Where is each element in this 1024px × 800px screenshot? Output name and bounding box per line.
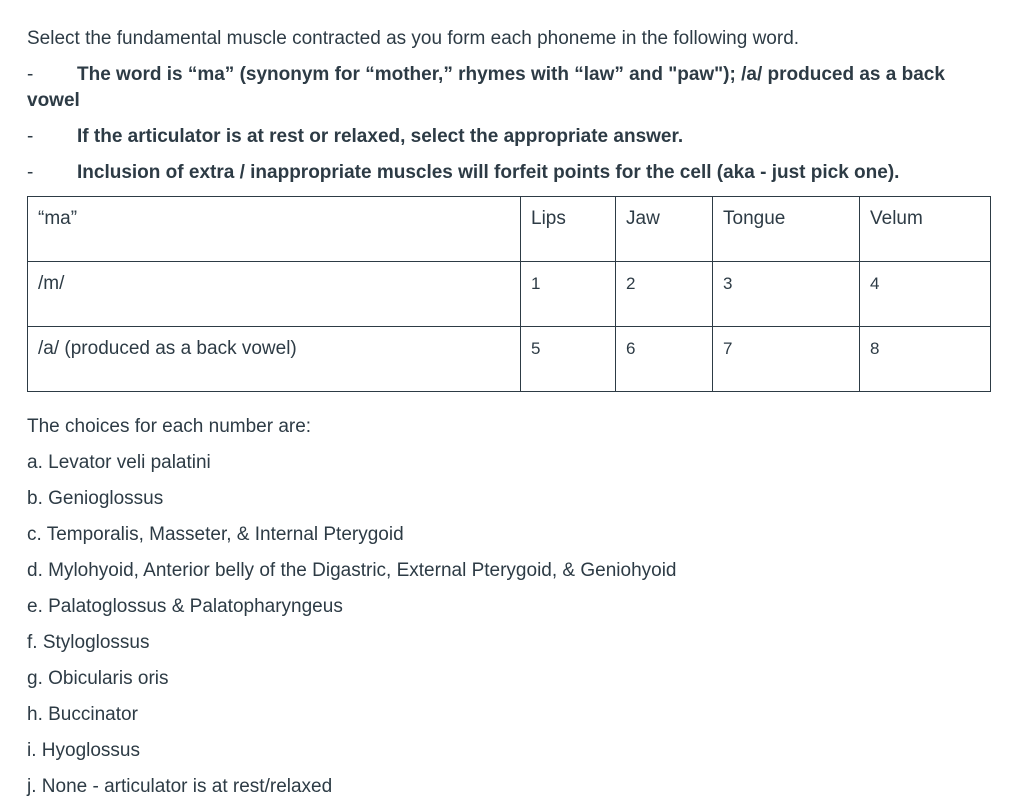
instruction-text-word: The word is “ma” (synonym for “mother,” rhymes with “law” and "paw"); /a/ produced as a back vowel bbox=[27, 64, 945, 111]
choice-item-j: j. None - articulator is at rest/relaxed bbox=[27, 776, 333, 797]
choice-item-h: h. Buccinator bbox=[27, 704, 138, 725]
instruction-bullet-word bbox=[27, 62, 989, 114]
phoneme-m: /m/ bbox=[28, 262, 521, 327]
cell-1: 1 bbox=[521, 262, 616, 327]
choice-item-e: e. Palatoglossus & Palatopharyngeus bbox=[27, 596, 343, 617]
phoneme-a: /a/ (produced as a back vowel) bbox=[28, 327, 521, 392]
cell-4: 4 bbox=[860, 262, 991, 327]
header-word: “ma” bbox=[28, 197, 521, 262]
table-row bbox=[28, 262, 991, 327]
choice-item-a: a. Levator veli palatini bbox=[27, 452, 211, 473]
bullet-dash: - bbox=[27, 162, 34, 183]
choice-item-g: g. Obicularis oris bbox=[27, 668, 169, 689]
cell-7: 7 bbox=[713, 327, 860, 392]
question-content bbox=[27, 26, 989, 800]
table-row bbox=[28, 327, 991, 392]
instruction-text-extra: Inclusion of extra / inappropriate muscles will forfeit points for the cell (aka - just pick one). bbox=[77, 162, 900, 183]
phoneme-table bbox=[27, 196, 991, 392]
header-lips: Lips bbox=[521, 197, 616, 262]
choice-item-b: b. Genioglossus bbox=[27, 488, 164, 509]
choices-list bbox=[27, 450, 989, 800]
cell-3: 3 bbox=[713, 262, 860, 327]
table-header-row bbox=[28, 197, 991, 262]
cell-2: 2 bbox=[616, 262, 713, 327]
choice-item-d: d. Mylohyoid, Anterior belly of the Digastric, External Pterygoid, & Geniohyoid bbox=[27, 560, 677, 581]
cell-8: 8 bbox=[860, 327, 991, 392]
choices-title: The choices for each number are: bbox=[27, 416, 312, 437]
instructions-intro: Select the fundamental muscle contracted as you form each phoneme in the following word. bbox=[27, 28, 800, 49]
header-velum: Velum bbox=[860, 197, 991, 262]
choice-item-i: i. Hyoglossus bbox=[27, 740, 140, 761]
choice-item-f: f. Styloglossus bbox=[27, 632, 150, 653]
bullet-dash: - bbox=[27, 126, 34, 147]
choice-item-c: c. Temporalis, Masseter, & Internal Pterygoid bbox=[27, 524, 404, 545]
cell-6: 6 bbox=[616, 327, 713, 392]
bullet-dash: - bbox=[27, 64, 34, 85]
instruction-bullet-rest bbox=[27, 124, 989, 150]
instruction-text-rest: If the articulator is at rest or relaxed, select the appropriate answer. bbox=[77, 126, 684, 147]
cell-5: 5 bbox=[521, 327, 616, 392]
header-jaw: Jaw bbox=[616, 197, 713, 262]
instruction-bullet-extra bbox=[27, 160, 989, 186]
header-tongue: Tongue bbox=[713, 197, 860, 262]
